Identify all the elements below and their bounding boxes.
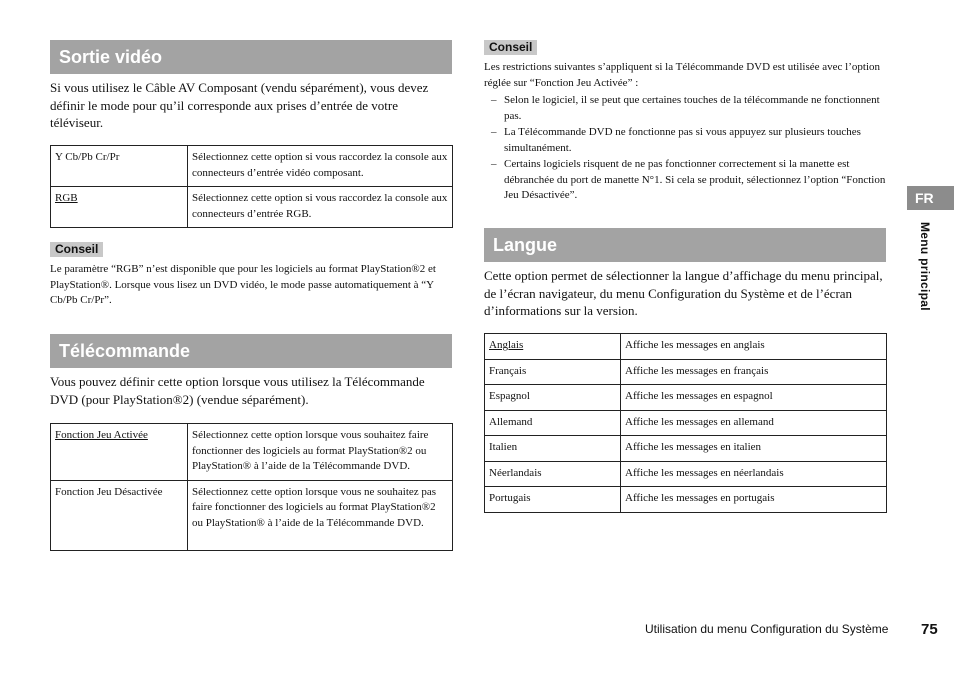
conseil-right-list [484,93,886,205]
option-cell: Fonction Jeu Désactivée [51,480,188,550]
description-cell: Affiche les messages en néerlandais [621,461,887,487]
table-row [485,385,887,411]
list-item: – Certains logiciels risquent de ne pas fonctionner correctement si la manette est débranchée du port de manette N°1. Si cela se produit, sélectionnez l’option “Fonction Jeu Désactivée”. [484,157,886,204]
table-row [485,410,887,436]
footer-chapter-title: Utilisation du menu Configuration du Système [645,622,889,636]
option-cell [51,187,188,228]
option-cell: Français [485,359,621,385]
conseil-label: Conseil [50,242,103,257]
conseil-text: Le paramètre “RGB” n’est disponible que pour les logiciels au format PlayStation®2 et PlayStation®. Lorsque vous lisez un DVD vidéo, le mode passe automatiquement à “Y Cb/Pb Cr/Pr”. [50,263,436,306]
option-cell: Portugais [485,487,621,513]
language-tab: FR [907,186,954,210]
telecommande-intro: Vous pouvez définir cette option lorsque vous utilisez la Télécommande DVD (pour PlayStation®2) (vendue séparément). [50,374,425,407]
langue-intro: Cette option permet de sélectionner la langue d’affichage du menu principal, de l’écran navigateur, du menu Configuration du Système et de l’écran d’informations sur la version. [484,268,883,318]
list-item: – La Télécommande DVD ne fonctionne pas si vous appuyez sur plusieurs touches simultanément. [484,125,886,156]
telecommande-table [50,423,453,551]
table-row [485,487,887,513]
description-cell: Affiche les messages en anglais [621,334,887,360]
description-cell: Affiche les messages en français [621,359,887,385]
option-link: Anglais [489,339,524,351]
option-cell: Allemand [485,410,621,436]
option-cell: Néerlandais [485,461,621,487]
page-number: 75 [921,621,938,638]
table-row [51,146,453,187]
option-cell [51,424,188,481]
conseil-right-intro: Les restrictions suivantes s’appliquent si la Télécommande DVD est utilisée avec l’option réglée sur “Fonction Jeu Activée” : [484,61,880,89]
table-row [51,187,453,228]
option-cell: Italien [485,436,621,462]
description-cell: Sélectionnez cette option si vous raccordez la console aux connecteurs d’entrée vidéo composant. [188,146,453,187]
conseil-right-label: Conseil [484,40,537,55]
description-cell: Sélectionnez cette option lorsque vous ne souhaitez pas faire fonctionner des logiciels au format PlayStation®2 ou PlayStation® à l’aide de la Télécommande DVD. [188,480,453,550]
option-cell [485,334,621,360]
section-side-label: Menu principal [918,222,932,311]
list-item: – Selon le logiciel, il se peut que certaines touches de la télécommande ne fonctionnent pas. [484,93,886,124]
table-row [51,480,453,550]
description-cell: Affiche les messages en allemand [621,410,887,436]
description-cell: Affiche les messages en italien [621,436,887,462]
table-row [485,436,887,462]
description-cell: Affiche les messages en espagnol [621,385,887,411]
sortie-video-intro: Si vous utilisez le Câble AV Composant (vendu séparément), vous devez définir le mode pour qu’il corresponde aux prises d’entrée de votre téléviseur. [50,80,429,130]
table-row [485,334,887,360]
telecommande-heading: Télécommande [50,334,452,368]
option-cell: Espagnol [485,385,621,411]
langue-table [484,333,887,513]
table-row [51,424,453,481]
table-row [485,461,887,487]
option-cell: Y Cb/Pb Cr/Pr [51,146,188,187]
sortie-video-table [50,145,453,228]
option-link: Fonction Jeu Activée [55,429,148,441]
table-row [485,359,887,385]
option-link: RGB [55,192,78,204]
description-cell: Sélectionnez cette option lorsque vous souhaitez faire fonctionner des logiciels au format PlayStation®2 ou PlayStation® à l’aide de la Télécommande DVD. [188,424,453,481]
description-cell: Sélectionnez cette option si vous raccordez la console aux connecteurs d’entrée RGB. [188,187,453,228]
sortie-video-heading: Sortie vidéo [50,40,452,74]
langue-heading: Langue [484,228,886,262]
description-cell: Affiche les messages en portugais [621,487,887,513]
